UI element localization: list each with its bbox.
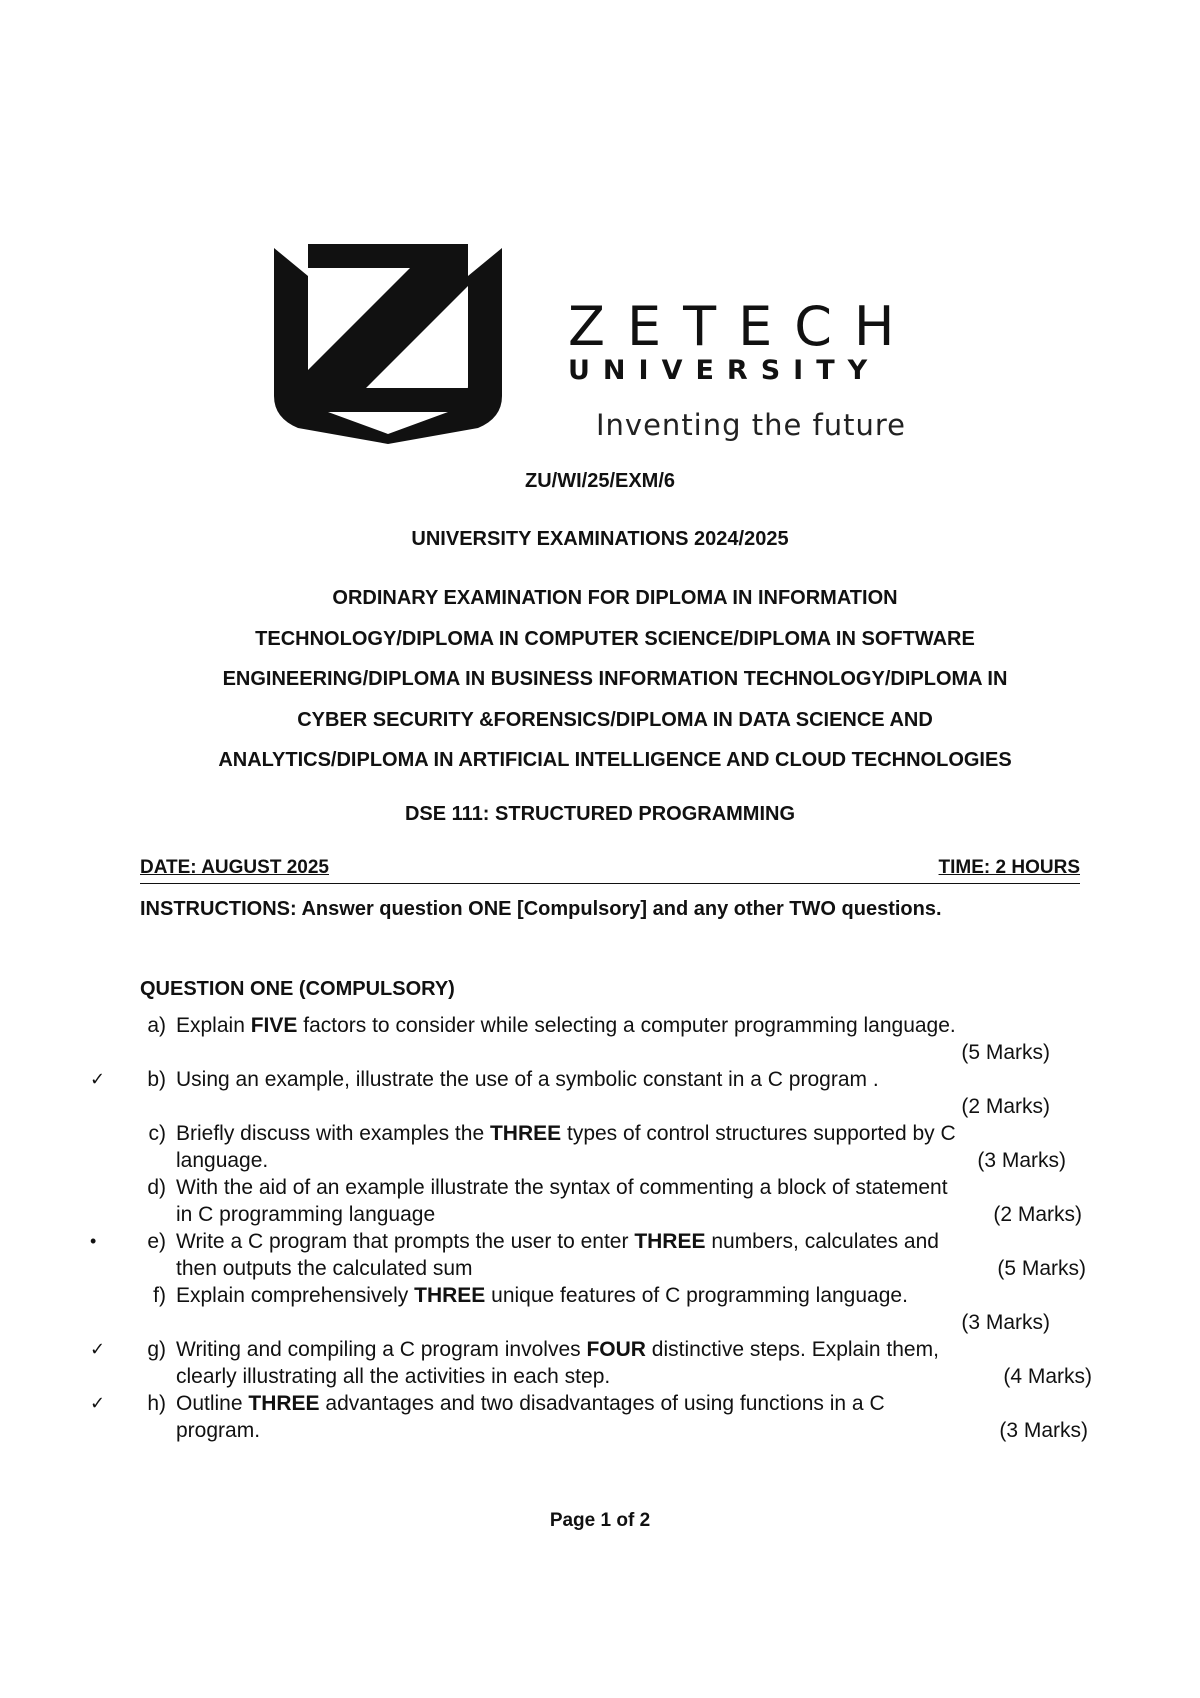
item-emphasis: THREE [489, 1122, 562, 1145]
tick-mark: • [90, 1231, 97, 1251]
question-item-b [90, 1066, 1100, 1120]
item-text-part: Writing and compiling a C program involves [176, 1338, 587, 1361]
item-text-part: types of control structures supported by C [561, 1122, 956, 1145]
item-text-part: distinctive steps. Explain them, [645, 1338, 939, 1361]
tick-mark: ✓ [90, 1339, 106, 1359]
programmes-line: CYBER SECURITY &FORENSICS/DIPLOMA IN DATA SCIENCE AND [297, 708, 933, 731]
item-emphasis: FOUR [586, 1338, 646, 1361]
date-time-row [140, 855, 1080, 884]
item-marks: (3 Marks) [977, 1149, 1066, 1172]
programmes-line: ENGINEERING/DIPLOMA IN BUSINESS INFORMATION TECHNOLOGY/DIPLOMA IN [222, 668, 1008, 690]
item-marks: (3 Marks) [961, 1311, 1050, 1334]
page-footer [0, 1510, 1200, 1532]
item-marks: (2 Marks) [993, 1203, 1082, 1226]
item-letter: d) [147, 1176, 166, 1199]
question-item-e [90, 1228, 1100, 1282]
question-item-h [90, 1390, 1100, 1444]
item-letter: c) [148, 1122, 166, 1145]
page-label: Page [549, 1510, 596, 1531]
item-emphasis: THREE [634, 1230, 706, 1253]
item-marks: (4 Marks) [1003, 1365, 1092, 1388]
item-line-2: then outputs the calculated sum [176, 1257, 473, 1280]
item-text-part: advantages and two disadvantages of using functions in a C [319, 1392, 885, 1415]
brand-tagline: Inventing the future [596, 408, 907, 442]
item-text-part: unique features of C programming language. [485, 1284, 908, 1307]
programmes-line: ANALYTICS/DIPLOMA IN ARTIFICIAL INTELLIGENCE AND CLOUD TECHNOLOGIES [218, 749, 1012, 771]
question-item-f [90, 1282, 1100, 1336]
item-line-1 [176, 1336, 1176, 1363]
item-line-1 [176, 1066, 1176, 1093]
item-text [176, 1012, 1176, 1039]
item-marks: (2 Marks) [961, 1095, 1050, 1118]
tick-mark: ✓ [90, 1069, 106, 1089]
brand-subtitle: UNIVERSITY [568, 355, 881, 386]
item-line-1 [176, 1120, 1176, 1147]
item-emphasis: THREE [414, 1284, 486, 1307]
item-letter: f) [153, 1284, 166, 1307]
item-text-part: Outline [176, 1392, 249, 1415]
question-heading: QUESTION ONE (COMPULSORY) [140, 978, 455, 1000]
exam-instructions: INSTRUCTIONS: Answer question ONE [Compulsory] and any other TWO questions. [140, 898, 942, 920]
item-text-part: factors to consider while selecting a computer programming language. [297, 1014, 956, 1037]
question-item-c [90, 1120, 1100, 1174]
item-line-2: language. [176, 1149, 269, 1172]
page-total: 2 [639, 1510, 651, 1531]
item-text [176, 1066, 1176, 1093]
item-line-1 [176, 1228, 1176, 1255]
tick-mark: ✓ [90, 1393, 106, 1413]
item-text-part: Using an example, illustrate the use of a symbolic constant in a C program . [176, 1068, 879, 1091]
exam-duration: TIME: 2 HOURS [938, 857, 1080, 878]
item-letter: g) [147, 1338, 166, 1361]
item-line-1 [176, 1390, 1176, 1417]
item-line-2: clearly illustrating all the activities in each step. [176, 1365, 611, 1388]
exam-reference: ZU/WI/25/EXM/6 [524, 470, 676, 492]
item-marks: (3 Marks) [999, 1419, 1088, 1442]
item-text-part: Explain [176, 1014, 251, 1037]
item-line-1 [176, 1012, 1176, 1039]
programmes-line: ORDINARY EXAMINATION FOR DIPLOMA IN INFORMATION [332, 587, 898, 609]
brand-name: ZETECH [568, 295, 917, 358]
item-emphasis: FIVE [250, 1014, 298, 1037]
item-emphasis: THREE [248, 1392, 320, 1415]
exam-date: DATE: AUGUST 2025 [140, 857, 329, 878]
item-line-2: program. [176, 1419, 261, 1442]
item-line-1 [176, 1174, 1176, 1201]
item-text-part: Explain comprehensively [176, 1284, 415, 1307]
programmes-block [150, 578, 1080, 781]
item-letter: h) [147, 1392, 166, 1415]
course-title: DSE 111: STRUCTURED PROGRAMMING [404, 803, 796, 825]
item-marks: (5 Marks) [961, 1041, 1050, 1064]
item-text [176, 1282, 1176, 1309]
programmes-line: TECHNOLOGY/DIPLOMA IN COMPUTER SCIENCE/DIPLOMA IN SOFTWARE [255, 627, 975, 650]
item-text-part: With the aid of an example illustrate the syntax of commenting a block of statement [176, 1176, 948, 1199]
item-letter: e) [147, 1230, 166, 1253]
page-current: 1 [600, 1510, 612, 1531]
brand-block [568, 295, 988, 442]
exam-title: UNIVERSITY EXAMINATIONS 2024/2025 [411, 528, 789, 550]
question-item-d [90, 1174, 1100, 1228]
item-text-part: Briefly discuss with examples the [176, 1122, 490, 1145]
item-line-1 [176, 1282, 1176, 1309]
item-letter: a) [147, 1014, 166, 1037]
item-text-part: numbers, calculates and [705, 1230, 939, 1253]
zetech-z-shield-icon [268, 236, 508, 444]
item-marks: (5 Marks) [997, 1257, 1086, 1280]
item-letter: b) [147, 1068, 166, 1091]
question-item-g [90, 1336, 1100, 1390]
page-of-label: of [616, 1510, 635, 1531]
item-text-part: Write a C program that prompts the user to enter [176, 1230, 635, 1253]
item-line-2: in C programming language [176, 1203, 436, 1226]
question-item-a [90, 1012, 1100, 1066]
